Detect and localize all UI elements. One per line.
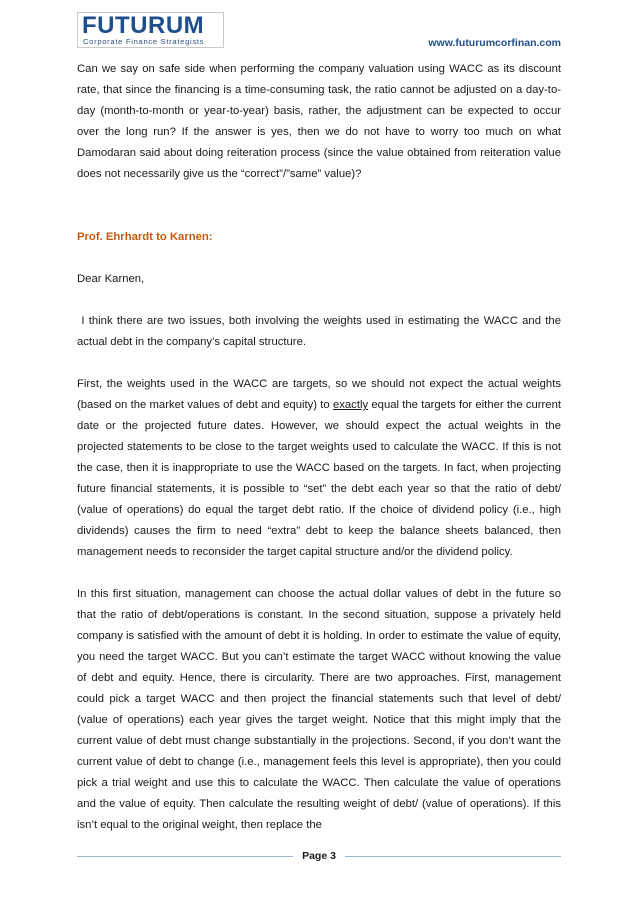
logo-wordmark: FUTURUM <box>82 12 205 39</box>
website-link[interactable]: www.futurumcorfinan.com <box>428 37 561 49</box>
first-paragraph-start: First, the weights used in the WACC are targets, so we should not expect the actual weights (based on the market values of debt and equity) to <box>77 378 561 411</box>
first-paragraph-end: equal the targets for either the current date or the projected future dates. However, we should expect the actual weights in the projected statements to be close to the target weights used to calculate the WACC. If this is not the case, then it is inappropriate to use the WACC based on the targets. In fact, when projecting future financial statements, it is possible to “set” the debt each year so that the ratio of debt/ (value of operations) do equal the target debt ratio. If the choice of dividend policy (i.e., high dividends) causes the firm to need “extra” debt to keep the balance sheets balanced, then management needs to reconsider the target capital structure and/or the dividend policy. <box>77 399 561 558</box>
page-number: Page 3 <box>302 850 336 862</box>
emphasis-exactly: exactly <box>332 399 369 411</box>
intro-paragraph: I think there are two issues, both involving the weights used in estimating the WACC and the actual debt in the company’s capital structure. <box>77 315 565 348</box>
futurum-logo <box>77 12 224 48</box>
reply-heading: Prof. Ehrhardt to Karnen: <box>77 231 213 243</box>
second-paragraph: In this first situation, management can choose the actual dollar values of debt in the future so that the ratio of debt/operations is constant. In the second situation, suppose a privately held company is satisfied with the amount of debt it is holding. In order to estimate the value of equity, you need the target WACC. But you can’t estimate the target WACC without knowing the value of debt and equity. Hence, there is circularity. There are two approaches. First, management could pick a target WACC and then project the financial statements such that level of debt/ (value of operations) each year gives the target weight. Notice that this might imply that the current value of debt must change substantially in the projections. Second, if you don’t want the current value of debt to change (i.e., management feels this level is appropriate), then you could pick a trial weight and use this to calculate the WACC. Then calculate the value of operations and the value of equity. Then calculate the resulting weight of debt/ (value of operations). If this isn’t equal to the original weight, then replace the <box>77 588 561 831</box>
first-paragraph <box>77 374 561 563</box>
question-paragraph: Can we say on safe side when performing the company valuation using WACC as its discount rate, that since the financing is a time-consuming task, the ratio cannot be adjusted on a day-to-day (month-to-month or year-to-year) basis, rather, the adjustment can be expected to occur over the long run? If the answer is yes, then we do not have to worry too much on what Damodaran said about doing reiteration process (since the value obtained from reiteration value does not necessarily give us the “correct”/”same” value)? <box>77 63 561 180</box>
logo-tagline: Corporate Finance Strategists <box>83 37 205 46</box>
salutation: Dear Karnen, <box>77 273 145 285</box>
document-body <box>77 59 565 836</box>
